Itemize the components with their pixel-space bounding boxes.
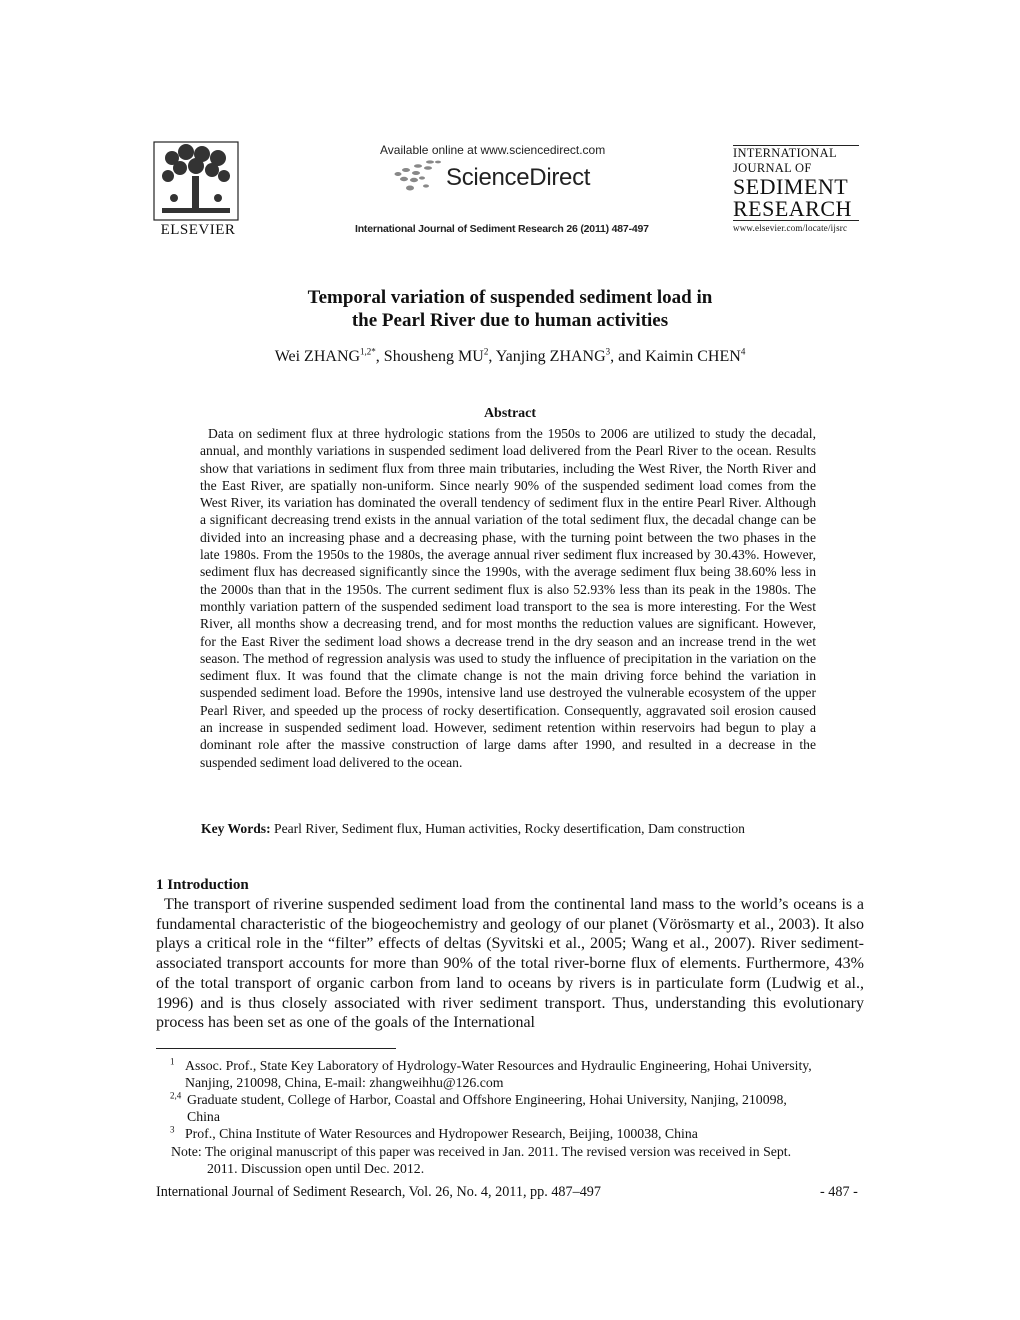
author-affiliation: 1,2* bbox=[360, 346, 376, 357]
author-separator: , and bbox=[610, 348, 646, 365]
available-online-text: Available online at www.sciencedirect.com bbox=[380, 143, 606, 157]
sciencedirect-wordmark: ScienceDirect bbox=[446, 164, 591, 191]
abstract-heading: Abstract bbox=[483, 406, 537, 421]
paper-title bbox=[150, 286, 870, 332]
footnote-line: Graduate student, College of Harbor, Coastal and Offshore Engineering, Hohai University, Nanjing, 210098, bbox=[187, 1092, 787, 1107]
keywords-text: Pearl River, Sediment flux, Human activities, Rocky desertification, Dam construction bbox=[270, 821, 745, 836]
footnote-line: Assoc. Prof., State Key Laboratory of Hydrology-Water Resources and Hydraulic Engineering, Hohai University, bbox=[185, 1058, 812, 1073]
footnote-line: Nanjing, 210098, China, E-mail: zhangweihhu@126.com bbox=[185, 1075, 504, 1090]
section-heading-introduction: 1 Introduction bbox=[156, 877, 249, 893]
note-line: Note: The original manuscript of this paper was received in Jan. 2011. The revised version was received in Sept. bbox=[171, 1144, 792, 1159]
author-affiliation: 2 bbox=[483, 346, 489, 357]
journal-logo-line4: RESEARCH bbox=[733, 196, 852, 221]
keywords-label: Key Words: bbox=[201, 821, 271, 836]
author-separator: , bbox=[488, 348, 496, 365]
footnote-sup: 2,4 bbox=[170, 1090, 182, 1101]
author-name: Yanjing ZHANG bbox=[495, 348, 606, 365]
author-affiliation: 4 bbox=[740, 346, 746, 357]
journal-logo-line2: JOURNAL OF bbox=[733, 161, 812, 175]
journal-citation: International Journal of Sediment Research 26 (2011) 487-497 bbox=[355, 223, 649, 235]
manuscript-note bbox=[171, 1143, 871, 1177]
title-line-2: the Pearl River due to human activities bbox=[351, 310, 669, 331]
publisher-name: ELSEVIER bbox=[160, 222, 236, 238]
author-name: Shousheng MU bbox=[383, 348, 484, 365]
introduction-body: The transport of riverine suspended sediment load from the continental land mass to the world’s oceans is a fundamental characteristic of the biogeochemistry and geology of our planet (Vörösmarty et al., 2003). It also plays a critical role in the “filter” effects of deltas (Syvitski et al., 2005; Wang et al., 2007). River sediment-associated transport accounts for more than 90% of the total river-borne flux of elements. Furthermore, 43% of the total transport of organic carbon from land to oceans by rivers is in particulate form (Ludwig et al., 1996) and is thus closely associated with river sediment transport. Thus, understanding this evolutionary process has been set as one of the goals of the International bbox=[156, 896, 864, 1032]
journal-logo-line3: SEDIMENT bbox=[733, 174, 849, 199]
footnote-sup: 3 bbox=[170, 1124, 175, 1135]
author-name: Kaimin CHEN bbox=[645, 348, 741, 365]
sciencedirect-dots-icon bbox=[392, 158, 444, 194]
journal-url[interactable]: www.elsevier.com/locate/ijsrc bbox=[733, 223, 848, 233]
author-separator: , bbox=[375, 348, 384, 365]
footnote-marker bbox=[170, 1091, 181, 1108]
title-line-1: Temporal variation of suspended sediment load in bbox=[307, 287, 713, 308]
footnote-line: Prof., China Institute of Water Resources and Hydropower Research, Beijing, 100038, China bbox=[185, 1126, 698, 1141]
footer-citation: International Journal of Sediment Research, Vol. 26, No. 4, 2011, pp. 487–497 bbox=[156, 1184, 601, 1200]
footnote-sup: 1 bbox=[170, 1056, 175, 1067]
footnote-3 bbox=[185, 1125, 875, 1142]
footnote-marker bbox=[170, 1125, 175, 1142]
footnote-2 bbox=[187, 1091, 877, 1125]
journal-logo bbox=[733, 145, 861, 233]
page-number: - 487 - bbox=[820, 1184, 858, 1200]
author-affiliation: 3 bbox=[605, 346, 611, 357]
journal-logo-line1: INTERNATIONAL bbox=[733, 146, 837, 160]
author-list bbox=[150, 348, 870, 366]
footnote-line: China bbox=[187, 1109, 220, 1124]
footnote-1 bbox=[185, 1057, 875, 1091]
note-line: 2011. Discussion open until Dec. 2012. bbox=[207, 1161, 425, 1176]
keywords bbox=[201, 821, 841, 837]
footnote-marker bbox=[170, 1057, 175, 1074]
footnote-divider bbox=[156, 1048, 396, 1049]
author-name: Wei ZHANG bbox=[274, 348, 361, 365]
abstract-body: Data on sediment flux at three hydrologic stations from the 1950s to 2006 are utilized to study the decadal, annual, and monthly variations in suspended sediment load delivered from the Pearl River to the ocean. Results show that variations in sediment flux from three main tributaries, including the West River, the North River and the East River, are spatially non-uniform. Since nearly 90% of the suspended sediment load comes from the West River, its variation has dominated the overall tendency of sediment flux in the entire Pearl River. Although a significant decreasing trend exists in the annual variation of the total sediment flux, the decadal change can be divided into an increasing phase and a decreasing phase, with the turning point between the two phases in the late 1980s. From the 1950s to the 1980s, the average annual river sediment flux increased by 30.43%. However, sediment flux has decreased significantly since the 1990s, with the average sediment flux being 38.60% less in the 2000s than that in the 1950s. The current sediment flux is also 52.93% less than its peak in the 1980s. The monthly variation pattern of the suspended sediment load transport to the sea is more interesting. For the West River, all months show a decreasing trend, and for most months the reduction values are significant. However, for the East River the sediment load shows a decrease trend in the dry season and an increase trend in the wet season. The method of regression analysis was used to study the influence of precipitation in the variation on the sediment flux. It was found that the climate change is not the main driving force behind the variation in suspended sediment load. Before the 1990s, intensive land use destroyed the vulnerable ecosystem of the upper Pearl River, and speeded up the process of rocky desertification. Consequently, aggravated soil erosion caused an increase in suspended sediment load. However, sediment retention within reservoirs had begun to play a dominant role after the massive construction of large dams after 1990, and resulted in a decrease in the suspended sediment load delivered to the ocean. bbox=[200, 426, 816, 770]
